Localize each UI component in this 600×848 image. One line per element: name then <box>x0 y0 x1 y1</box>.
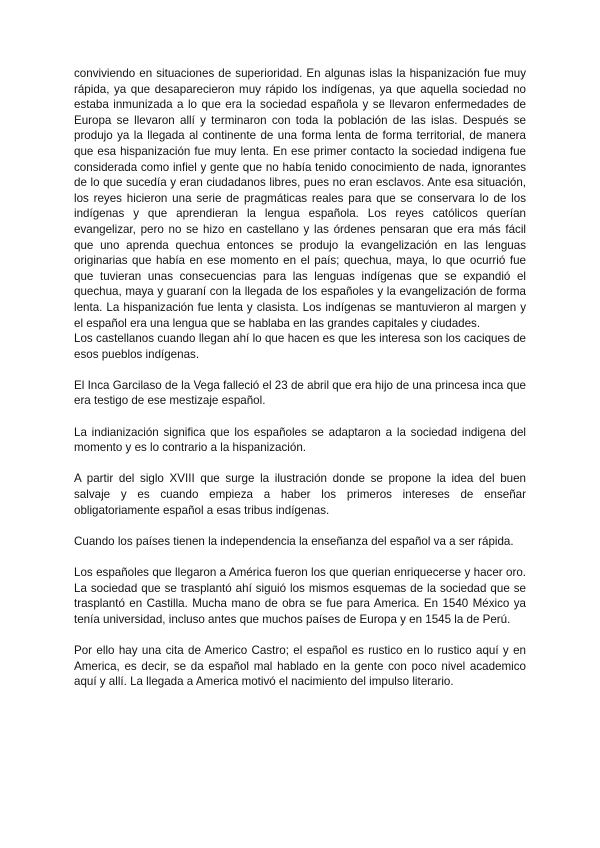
paragraph-siglo-xviii: A partir del siglo XVIII que surge la ilustración donde se propone la idea del buen salvaje y es cuando empieza a haber los primeros intereses de enseñar obligatoriamente español a esas tribus indígenas. <box>74 472 526 517</box>
paragraph-indianizacion: La indianización significa que los españoles se adaptaron a la sociedad indigena del momento y es lo contrario a la hispanización. <box>74 425 526 455</box>
paragraph-hispanization: conviviendo en situaciones de superioridad. En algunas islas la hispanización fue muy rápida, ya que desaparecieron muy rápido los indígenas, ya que aquella sociedad no estaba inmunizada a lo que era la sociedad española y se llevaron enfermedades de Europa se llevaron allí y terminaron con toda la población de las islas. Después se produjo ya la llegada al continente de una forma lenta de forma territorial, de manera que esa hispanización fue muy lenta. En ese primer contacto la sociedad indigena fue considerada como infiel y gente que no había tenido conocimiento de nada, ignorantes de lo que sucedía y eran ciudadanos libres, pues no eran esclavos. Ante esa situación, los reyes hicieron una serie de pragmáticas reales para que se conservara lo de los indígenas y que aprendieran la lengua española. Los reyes católicos querían evangelizar, pero no se hizo en castellano y las órdenes pensaran que era más fácil que uno aprenda quechua entonces se produjo la evangelización en las lenguas originarias que había en ese momento en el país; quechua, maya, lo que ocurrió fue que tuvieran unas consecuencias para las lenguas indígenas que se expandió el quechua, maya y guaraní con la llegada de los españoles y la evangelización de forma lenta. La hispanización fue lenta y clasista. Los indígenas se mantuvieron al margen y el español era una lengua que se hablaba en las grandes capitales y ciudades. <box>74 67 526 330</box>
paragraph-espanoles-america: Los españoles que llegaron a América fueron los que querian enriquecerse y hacer oro. La sociedad que se trasplantó ahí siguió los mismos esquemas de la sociedad que se trasplantó en Castilla. Mucha mano de obra se fue para America. En 1540 México ya tenía universidad, incluso antes que muchos países de Europa y en 1545 la de Perú. <box>74 566 526 626</box>
document-body <box>74 66 526 705</box>
paragraph-inca-garcilaso: El Inca Garcilaso de la Vega falleció el 23 de abril que era hijo de una princesa inca que era testigo de ese mestizaje español. <box>74 378 526 408</box>
paragraph-americo-castro: Por ello hay una cita de Americo Castro; el español es rustico en lo rustico aquí y en America, es decir, se da español mal hablado en la gente con poco nivel academico aquí y allí. La llegada a America motivó el nacimiento del impulso literario. <box>74 643 526 689</box>
paragraph-castellanos: Los castellanos cuando llegan ahí lo que hacen es que les interesa son los caciques de esos pueblos indígenas. <box>74 332 526 361</box>
paragraph-independencia: Cuando los países tienen la independencia la enseñanza del español va a ser rápida. <box>74 534 514 548</box>
